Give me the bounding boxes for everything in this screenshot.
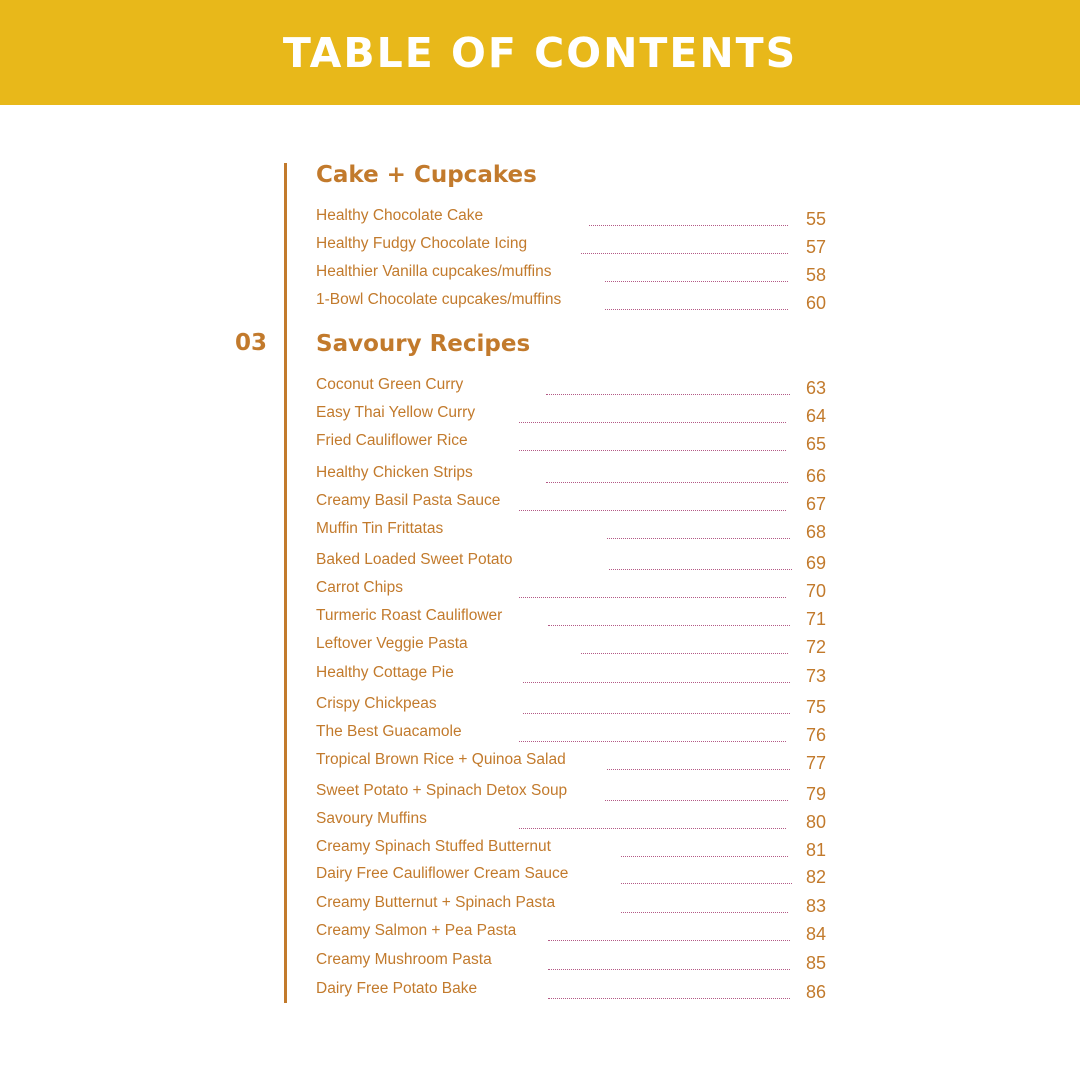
dot-leader bbox=[581, 253, 788, 254]
dot-leader bbox=[519, 510, 786, 511]
toc-entry-page: 83 bbox=[805, 896, 826, 916]
toc-entry[interactable] bbox=[316, 664, 826, 688]
toc-entry-page: 55 bbox=[805, 209, 826, 229]
toc-entry-title: Healthier Vanilla cupcakes/muffins bbox=[316, 263, 552, 280]
toc-entry-page: 64 bbox=[805, 406, 826, 426]
toc-entry-title: Healthy Chicken Strips bbox=[316, 464, 473, 481]
dot-leader bbox=[621, 856, 788, 857]
dot-leader bbox=[548, 998, 790, 999]
toc-entry[interactable] bbox=[316, 235, 826, 259]
dot-leader bbox=[548, 940, 790, 941]
toc-entry-page: 70 bbox=[805, 581, 826, 601]
toc-entry[interactable] bbox=[316, 838, 826, 862]
toc-entry[interactable] bbox=[316, 376, 826, 400]
toc-entry-page: 65 bbox=[805, 434, 826, 454]
toc-entry-title: Carrot Chips bbox=[316, 579, 403, 596]
dot-leader bbox=[523, 713, 790, 714]
toc-entry-title: Creamy Basil Pasta Sauce bbox=[316, 492, 501, 509]
toc-entry-page: 66 bbox=[805, 466, 826, 486]
toc-entry-title: Dairy Free Cauliflower Cream Sauce bbox=[316, 865, 569, 882]
toc-entry-title: 1-Bowl Chocolate cupcakes/muffins bbox=[316, 291, 562, 308]
toc-entry-title: Healthy Cottage Pie bbox=[316, 664, 454, 681]
toc-entry[interactable] bbox=[316, 922, 826, 946]
dot-leader bbox=[519, 741, 786, 742]
toc-entry-title: Turmeric Roast Cauliflower bbox=[316, 607, 503, 624]
toc-entry-page: 81 bbox=[805, 840, 826, 860]
toc-entry-title: Easy Thai Yellow Curry bbox=[316, 404, 476, 421]
dot-leader bbox=[519, 828, 786, 829]
toc-entry-title: Creamy Spinach Stuffed Butternut bbox=[316, 838, 551, 855]
dot-leader bbox=[589, 225, 788, 226]
toc-entry-title: Crispy Chickpeas bbox=[316, 695, 437, 712]
dot-leader bbox=[581, 653, 788, 654]
dot-leader bbox=[519, 450, 786, 451]
dot-leader bbox=[546, 394, 790, 395]
header-banner bbox=[0, 0, 1080, 105]
toc-entry-page: 58 bbox=[805, 265, 826, 285]
dot-leader bbox=[605, 800, 788, 801]
toc-entry[interactable] bbox=[316, 207, 826, 231]
toc-entry-page: 79 bbox=[805, 784, 826, 804]
toc-entry-title: Coconut Green Curry bbox=[316, 376, 464, 393]
dot-leader bbox=[548, 625, 790, 626]
toc-entry[interactable] bbox=[316, 810, 826, 834]
toc-entry[interactable] bbox=[316, 865, 826, 889]
toc-entry[interactable] bbox=[316, 751, 826, 775]
toc-entry-title: Healthy Chocolate Cake bbox=[316, 207, 484, 224]
toc-entry[interactable] bbox=[316, 432, 826, 456]
toc-entry-page: 84 bbox=[805, 924, 826, 944]
toc-entry-title: Muffin Tin Frittatas bbox=[316, 520, 444, 537]
toc-entry-page: 60 bbox=[805, 293, 826, 313]
toc-entry-page: 67 bbox=[805, 494, 826, 514]
dot-leader bbox=[546, 482, 788, 483]
toc-entry-page: 72 bbox=[805, 637, 826, 657]
toc-entry-title: Creamy Butternut + Spinach Pasta bbox=[316, 894, 556, 911]
dot-leader bbox=[523, 682, 790, 683]
toc-entry-page: 63 bbox=[805, 378, 826, 398]
toc-entry[interactable] bbox=[316, 951, 826, 975]
toc-entry-page: 71 bbox=[805, 609, 826, 629]
toc-entry-title: Healthy Fudgy Chocolate Icing bbox=[316, 235, 528, 252]
toc-entry-page: 77 bbox=[805, 753, 826, 773]
toc-entry-title: The Best Guacamole bbox=[316, 723, 462, 740]
toc-entry[interactable] bbox=[316, 404, 826, 428]
toc-entry-page: 68 bbox=[805, 522, 826, 542]
dot-leader bbox=[519, 422, 786, 423]
dot-leader bbox=[621, 883, 792, 884]
toc-entry[interactable] bbox=[316, 980, 826, 1004]
toc-entry-page: 85 bbox=[805, 953, 826, 973]
toc-entry-page: 75 bbox=[805, 697, 826, 717]
section-divider-line bbox=[284, 163, 287, 1003]
toc-entry[interactable] bbox=[316, 520, 826, 544]
dot-leader bbox=[605, 281, 788, 282]
dot-leader bbox=[621, 912, 788, 913]
toc-entry[interactable] bbox=[316, 263, 826, 287]
toc-entry-page: 82 bbox=[805, 867, 826, 887]
dot-leader bbox=[607, 538, 790, 539]
toc-entry[interactable] bbox=[316, 607, 826, 631]
toc-entry-title: Savoury Muffins bbox=[316, 810, 427, 827]
toc-entry[interactable] bbox=[316, 894, 826, 918]
toc-entry-page: 69 bbox=[805, 553, 826, 573]
dot-leader bbox=[548, 969, 790, 970]
section-title-cake-cupcakes: Cake + Cupcakes bbox=[316, 162, 537, 188]
toc-entry-page: 80 bbox=[805, 812, 826, 832]
toc-entry[interactable] bbox=[316, 635, 826, 659]
toc-entry[interactable] bbox=[316, 551, 826, 575]
toc-entry-page: 57 bbox=[805, 237, 826, 257]
toc-entry[interactable] bbox=[316, 291, 826, 315]
toc-entry-title: Tropical Brown Rice + Quinoa Salad bbox=[316, 751, 566, 768]
toc-entry-page: 86 bbox=[805, 982, 826, 1002]
dot-leader bbox=[609, 569, 792, 570]
toc-entry-page: 76 bbox=[805, 725, 826, 745]
toc-entry-page: 73 bbox=[805, 666, 826, 686]
toc-entry-title: Creamy Mushroom Pasta bbox=[316, 951, 492, 968]
toc-entry[interactable] bbox=[316, 579, 826, 603]
dot-leader bbox=[605, 309, 788, 310]
toc-entry-title: Creamy Salmon + Pea Pasta bbox=[316, 922, 517, 939]
dot-leader bbox=[607, 769, 790, 770]
toc-entry[interactable] bbox=[316, 492, 826, 516]
toc-entry[interactable] bbox=[316, 723, 826, 747]
dot-leader bbox=[519, 597, 786, 598]
toc-entry-title: Dairy Free Potato Bake bbox=[316, 980, 478, 997]
section-title-savoury-recipes: Savoury Recipes bbox=[316, 331, 531, 357]
toc-entry[interactable] bbox=[316, 695, 826, 719]
toc-entry-title: Baked Loaded Sweet Potato bbox=[316, 551, 513, 568]
toc-entry-title: Sweet Potato + Spinach Detox Soup bbox=[316, 782, 568, 799]
toc-entry-title: Leftover Veggie Pasta bbox=[316, 635, 468, 652]
toc-entry[interactable] bbox=[316, 782, 826, 806]
toc-entry-title: Fried Cauliflower Rice bbox=[316, 432, 468, 449]
toc-entry[interactable] bbox=[316, 464, 826, 488]
section-number: 03 bbox=[235, 330, 268, 356]
page-title: TABLE OF CONTENTS bbox=[282, 28, 798, 77]
